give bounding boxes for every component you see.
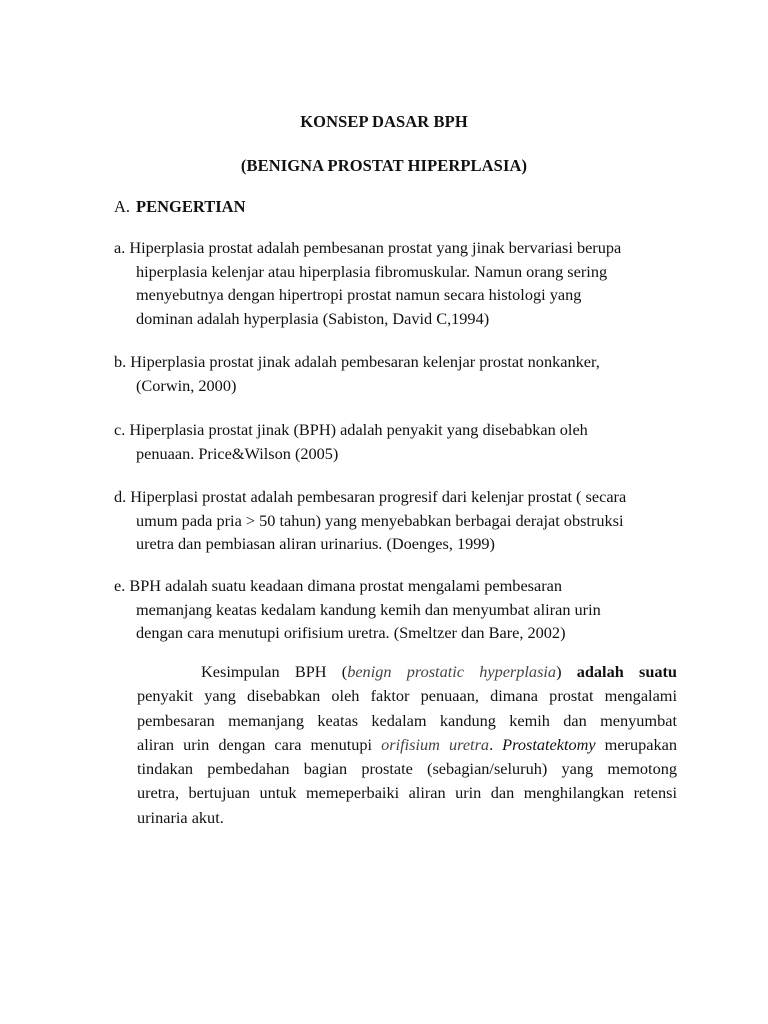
item-a-line-2: hiperplasia kelenjar atau hiperplasia fibromuskular. Namun orang sering xyxy=(136,261,608,281)
conclusion-term-italic: orifisium uretra xyxy=(381,734,490,754)
document-subtitle: (BENIGNA PROSTAT HIPERPLASIA) xyxy=(240,156,528,175)
conclusion-line-2: penyakit yang disebabkan oleh faktor penuaan, dimana prostat mengalami xyxy=(137,686,677,706)
definition-item-b xyxy=(114,350,674,397)
document-title: KONSEP DASAR BPH xyxy=(300,112,468,131)
conclusion-text: . xyxy=(489,734,503,754)
definition-item-e xyxy=(114,574,674,645)
conclusion-text: ) xyxy=(556,662,577,681)
item-a-line-1: a. Hiperplasia prostat adalah pembesanan prostat yang jinak bervariasi berupa xyxy=(114,238,622,257)
conclusion-line-7: urinaria akut. xyxy=(137,807,224,827)
item-a-line-4: dominan adalah hyperplasia (Sabiston, David C,1994) xyxy=(136,308,490,328)
item-e-line-2: memanjang keatas kedalam kandung kemih dan menyumbat aliran urin xyxy=(136,599,601,619)
conclusion-text-bold: adalah suatu xyxy=(576,662,677,681)
item-c-line-1: c. Hiperplasia prostat jinak (BPH) adalah penyakit yang disebabkan oleh xyxy=(114,420,588,439)
item-e-line-1: e. BPH adalah suatu keadaan dimana prostat mengalami pembesaran xyxy=(114,576,563,595)
section-letter: A. xyxy=(114,197,131,216)
conclusion-line-4 xyxy=(137,733,677,757)
item-e-line-3: dengan cara menutupi orifisium uretra. (Smeltzer dan Bare, 2002) xyxy=(136,623,566,642)
item-d-line-1: d. Hiperplasi prostat adalah pembesaran progresif dari kelenjar prostat ( secara xyxy=(114,487,627,506)
conclusion-term-italic: Prostatektomy xyxy=(502,734,596,754)
conclusion-text: merupakan xyxy=(595,734,677,754)
conclusion-paragraph xyxy=(137,660,677,830)
conclusion-line-6: uretra, bertujuan untuk memeperbaiki aliran urin dan menghilangkan retensi xyxy=(137,783,677,803)
definition-item-d xyxy=(114,485,674,556)
item-b-line-2: (Corwin, 2000) xyxy=(136,375,237,395)
item-d-line-3: uretra dan pembiasan aliran urinarius. (Doenges, 1999) xyxy=(136,534,495,553)
conclusion-text: aliran urin dengan cara menutupi xyxy=(137,734,382,754)
section-heading xyxy=(114,197,245,217)
item-c-line-2: penuaan. Price&Wilson (2005) xyxy=(136,443,339,463)
conclusion-line-3: pembesaran memanjang keatas kedalam kandung kemih dan menyumbat xyxy=(137,710,677,730)
conclusion-text: Kesimpulan BPH ( xyxy=(201,662,348,681)
definition-item-a xyxy=(114,236,674,330)
item-b-line-1: b. Hiperplasia prostat jinak adalah pembesaran kelenjar prostat nonkanker, xyxy=(114,352,600,371)
conclusion-line-1 xyxy=(137,660,677,684)
definition-item-c xyxy=(114,418,674,465)
section-title: PENGERTIAN xyxy=(136,197,246,216)
item-a-line-3: menyebutnya dengan hipertropi prostat namun secara histologi yang xyxy=(136,285,582,304)
item-d-line-2: umum pada pria > 50 tahun) yang menyebabkan berbagai derajat obstruksi xyxy=(136,510,624,530)
conclusion-line-5: tindakan pembedahan bagian prostate (sebagian/seluruh) yang memotong xyxy=(137,759,677,779)
conclusion-term-italic: benign prostatic hyperplasia xyxy=(347,662,557,681)
